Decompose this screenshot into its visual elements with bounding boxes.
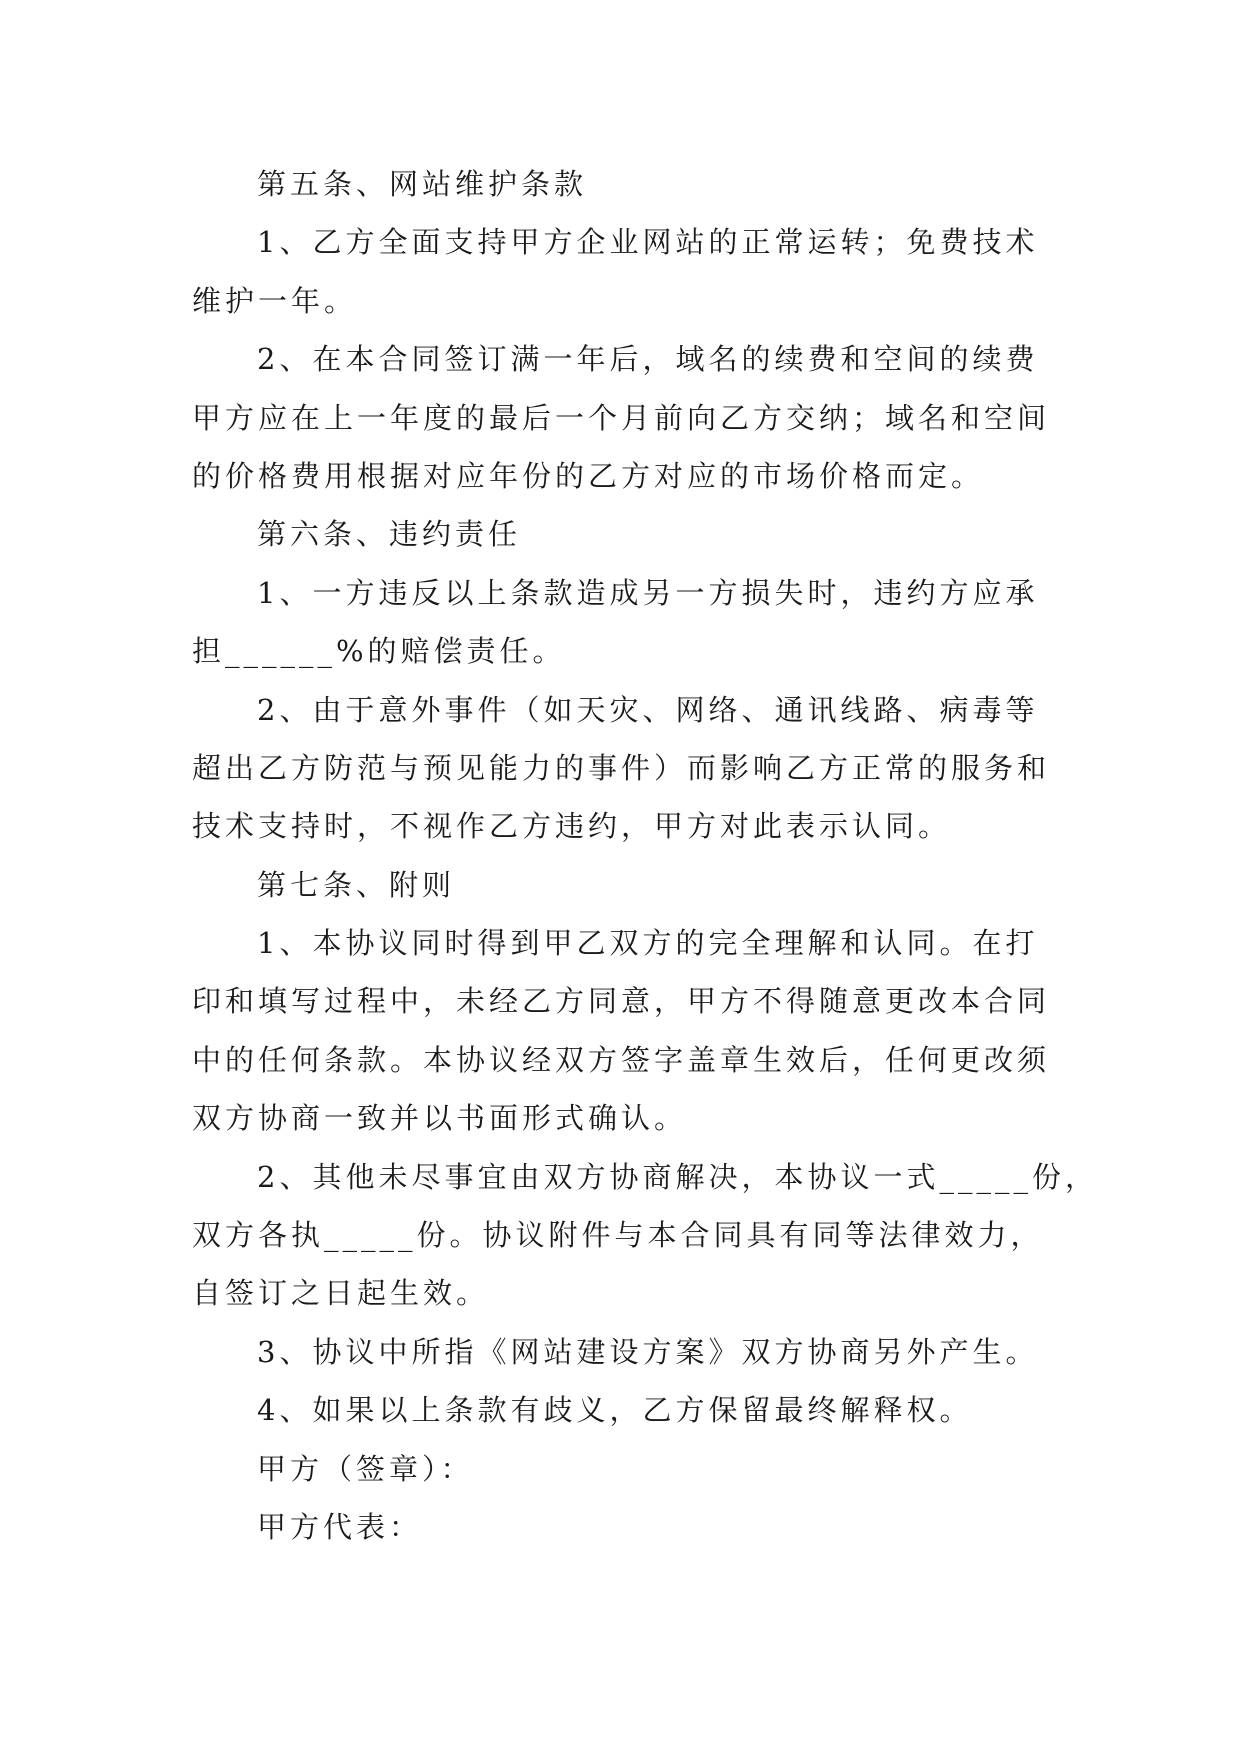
article-7-clause-4	[192, 1381, 1092, 1439]
text-line: 1、一方违反以上条款造成另一方损失时，违约方应承	[257, 575, 1039, 610]
article-title: 第五条、网站维护条款	[257, 167, 588, 201]
article-title: 第七条、附则	[257, 867, 456, 902]
text-line: 印和填写过程中，未经乙方同意，甲方不得随意更改本合同	[192, 984, 1051, 1019]
party-a-seal-line	[192, 1440, 1092, 1498]
text-line: 1、本协议同时得到甲乙双方的完全理解和认同。在打	[257, 926, 1039, 961]
article-5-clause-2	[192, 330, 1092, 505]
text-line: 2、其他未尽事宜由双方协商解决，本协议一式_____份，	[257, 1159, 1098, 1194]
text-line: 担______%的赔偿责任。	[192, 634, 566, 669]
text-line: 维护一年。	[192, 283, 358, 318]
article-6-clause-2	[192, 681, 1092, 856]
article-7-clause-1	[192, 914, 1092, 1148]
text-line: 3、协议中所指《网站建设方案》双方协商另外产生。	[257, 1334, 1039, 1369]
text-line: 1、乙方全面支持甲方企业网站的正常运转；免费技术	[257, 225, 1039, 260]
text-line: 的价格费用根据对应年份的乙方对应的市场价格而定。	[192, 458, 985, 493]
text-line: 4、如果以上条款有歧义，乙方保留最终解释权。	[257, 1393, 973, 1428]
signature-label: 甲方（签章）：	[257, 1451, 474, 1486]
text-line: 中的任何条款。本协议经双方签字盖章生效后，任何更改须	[192, 1042, 1051, 1077]
text-line: 2、在本合同签订满一年后，域名的续费和空间的续费	[257, 342, 1039, 377]
text-line: 技术支持时，不视作乙方违约，甲方对此表示认同。	[192, 809, 952, 844]
article-7-clause-3	[192, 1323, 1092, 1381]
text-line: 2、由于意外事件（如天灾、网络、通讯线路、病毒等	[257, 692, 1039, 727]
article-7-clause-2	[192, 1148, 1098, 1323]
article-title: 第六条、违约责任	[257, 517, 522, 552]
article-7-title	[192, 856, 1092, 914]
text-line: 甲方应在上一年度的最后一个月前向乙方交纳；域名和空间	[192, 400, 1051, 435]
signature-label: 甲方代表：	[257, 1509, 423, 1544]
article-5-clause-1	[192, 213, 1092, 330]
party-a-representative-line	[192, 1498, 1092, 1556]
article-6-title	[192, 505, 1092, 563]
text-line: 双方各执_____份。协议附件与本合同具有同等法律效力，	[192, 1218, 1044, 1253]
article-5-title	[192, 155, 1092, 213]
text-line: 双方协商一致并以书面形式确认。	[192, 1101, 688, 1136]
article-6-clause-1	[192, 564, 1092, 681]
text-line: 自签订之日起生效。	[192, 1276, 490, 1311]
text-line: 超出乙方防范与预见能力的事件）而影响乙方正常的服务和	[192, 750, 1051, 785]
contract-body	[192, 155, 1098, 1556]
